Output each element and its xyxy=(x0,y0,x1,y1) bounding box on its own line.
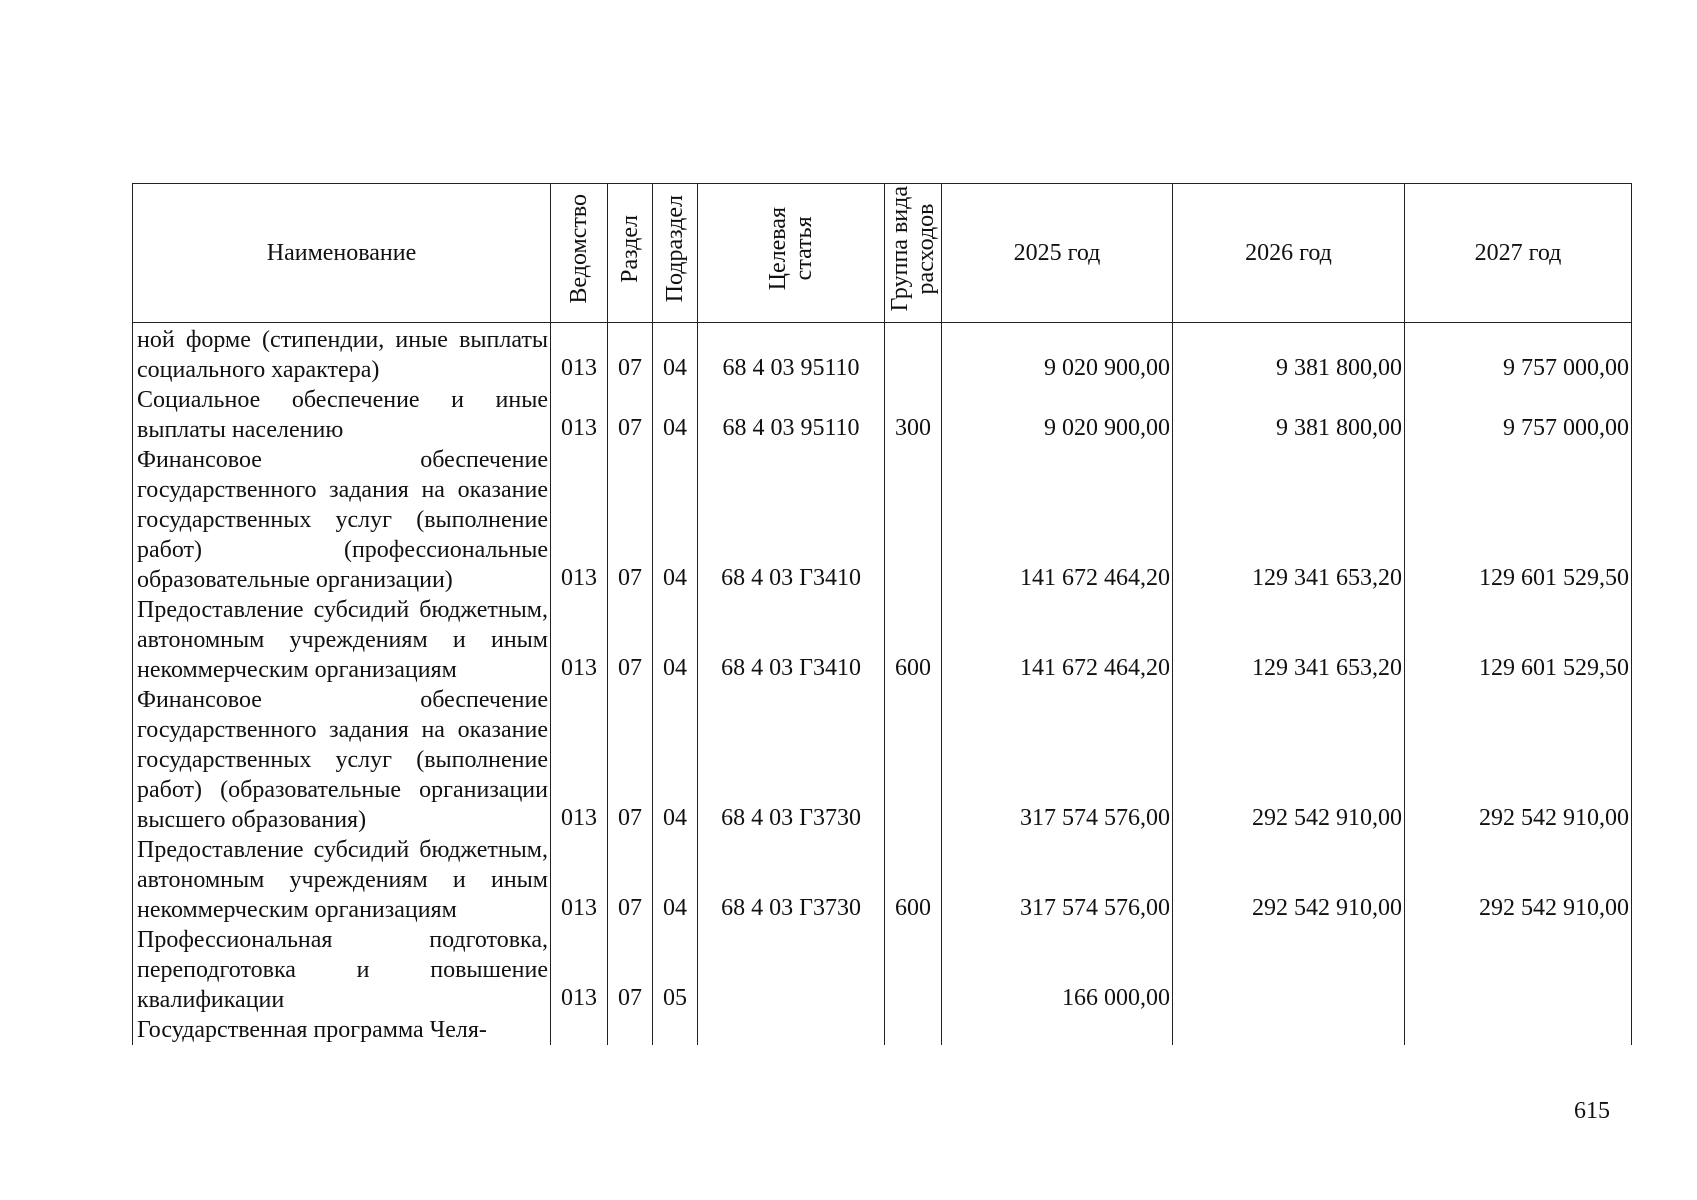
row-2027: 292 542 910,00 xyxy=(1405,685,1632,835)
header-group: Группа вида расходов xyxy=(885,184,942,323)
row-vedomstvo: 013 xyxy=(551,323,608,386)
row-target: 68 4 03 Г3730 xyxy=(698,685,885,835)
row-2027 xyxy=(1405,1015,1632,1045)
row-name: Финансовое обеспечение государственного задания на оказание государственных услуг (выполнение работ) (образовательные организации высшего образования) xyxy=(133,685,551,835)
row-2025 xyxy=(942,1015,1173,1045)
table-row xyxy=(133,385,1632,445)
row-2025: 317 574 576,00 xyxy=(942,835,1173,925)
row-name: ной форме (стипендии, иные выплаты социального характера) xyxy=(133,323,551,386)
row-podrazdel: 04 xyxy=(653,323,698,386)
row-2025: 9 020 900,00 xyxy=(942,385,1173,445)
header-razdel: Раздел xyxy=(608,184,653,323)
row-vedomstvo: 013 xyxy=(551,445,608,595)
row-group xyxy=(885,925,942,1015)
row-target xyxy=(698,925,885,1015)
row-group: 300 xyxy=(885,385,942,445)
row-2026: 129 341 653,20 xyxy=(1173,445,1405,595)
row-2027: 129 601 529,50 xyxy=(1405,445,1632,595)
table-row xyxy=(133,445,1632,595)
row-vedomstvo: 013 xyxy=(551,385,608,445)
row-2026: 9 381 800,00 xyxy=(1173,385,1405,445)
row-2026: 292 542 910,00 xyxy=(1173,835,1405,925)
header-vedomstvo: Ведомство xyxy=(551,184,608,323)
table-row xyxy=(133,323,1632,386)
row-razdel: 07 xyxy=(608,925,653,1015)
row-vedomstvo: 013 xyxy=(551,835,608,925)
row-group xyxy=(885,323,942,386)
row-name: Финансовое обеспечение государственного задания на оказание государственных услуг (выполнение работ) (профессиональные образовательные организации) xyxy=(133,445,551,595)
row-target: 68 4 03 Г3410 xyxy=(698,595,885,685)
row-2026 xyxy=(1173,1015,1405,1045)
row-vedomstvo: 013 xyxy=(551,595,608,685)
row-2027: 9 757 000,00 xyxy=(1405,385,1632,445)
row-name: Предоставление субсидий бюджетным, автономным учреждениям и иным некоммерческим организациям xyxy=(133,835,551,925)
header-target: Целевая статья xyxy=(698,184,885,323)
row-target: 68 4 03 95110 xyxy=(698,323,885,386)
row-target: 68 4 03 Г3410 xyxy=(698,445,885,595)
row-target: 68 4 03 Г3730 xyxy=(698,835,885,925)
header-row xyxy=(133,184,1632,323)
table-row xyxy=(133,685,1632,835)
row-razdel: 07 xyxy=(608,595,653,685)
row-podrazdel: 05 xyxy=(653,925,698,1015)
row-vedomstvo xyxy=(551,1015,608,1045)
row-podrazdel: 04 xyxy=(653,595,698,685)
row-name: Социальное обеспечение и иные выплаты населению xyxy=(133,385,551,445)
row-name: Профессиональная подготовка, переподготовка и повышение квалификации xyxy=(133,925,551,1015)
row-group: 600 xyxy=(885,835,942,925)
row-2027: 129 601 529,50 xyxy=(1405,595,1632,685)
row-razdel: 07 xyxy=(608,445,653,595)
row-group: 600 xyxy=(885,595,942,685)
row-razdel: 07 xyxy=(608,835,653,925)
row-2025: 9 020 900,00 xyxy=(942,323,1173,386)
header-2025: 2025 год xyxy=(942,184,1173,323)
row-2026: 9 381 800,00 xyxy=(1173,323,1405,386)
row-group xyxy=(885,685,942,835)
row-name: Государственная программа Челя- xyxy=(133,1015,551,1045)
row-podrazdel: 04 xyxy=(653,445,698,595)
row-razdel: 07 xyxy=(608,323,653,386)
table-row xyxy=(133,925,1632,1015)
row-2027: 9 757 000,00 xyxy=(1405,323,1632,386)
header-2027: 2027 год xyxy=(1405,184,1632,323)
row-2025: 317 574 576,00 xyxy=(942,685,1173,835)
budget-table xyxy=(132,183,1632,1045)
header-name: Наименование xyxy=(133,184,551,323)
row-group xyxy=(885,1015,942,1045)
table-row xyxy=(133,835,1632,925)
row-podrazdel: 04 xyxy=(653,685,698,835)
row-2027: 292 542 910,00 xyxy=(1405,835,1632,925)
table-row xyxy=(133,595,1632,685)
row-target: 68 4 03 95110 xyxy=(698,385,885,445)
row-podrazdel xyxy=(653,1015,698,1045)
page-number: 615 xyxy=(1574,1098,1610,1124)
row-razdel: 07 xyxy=(608,685,653,835)
row-group xyxy=(885,445,942,595)
row-podrazdel: 04 xyxy=(653,835,698,925)
row-2027 xyxy=(1405,925,1632,1015)
table-row xyxy=(133,1015,1632,1045)
row-2025: 166 000,00 xyxy=(942,925,1173,1015)
row-razdel: 07 xyxy=(608,385,653,445)
row-2026: 292 542 910,00 xyxy=(1173,685,1405,835)
row-target xyxy=(698,1015,885,1045)
row-2025: 141 672 464,20 xyxy=(942,445,1173,595)
row-vedomstvo: 013 xyxy=(551,685,608,835)
row-2026 xyxy=(1173,925,1405,1015)
row-name: Предоставление субсидий бюджетным, автономным учреждениям и иным некоммерческим организациям xyxy=(133,595,551,685)
header-2026: 2026 год xyxy=(1173,184,1405,323)
row-podrazdel: 04 xyxy=(653,385,698,445)
row-2026: 129 341 653,20 xyxy=(1173,595,1405,685)
row-2025: 141 672 464,20 xyxy=(942,595,1173,685)
header-podrazdel: Подраздел xyxy=(653,184,698,323)
row-vedomstvo: 013 xyxy=(551,925,608,1015)
row-razdel xyxy=(608,1015,653,1045)
